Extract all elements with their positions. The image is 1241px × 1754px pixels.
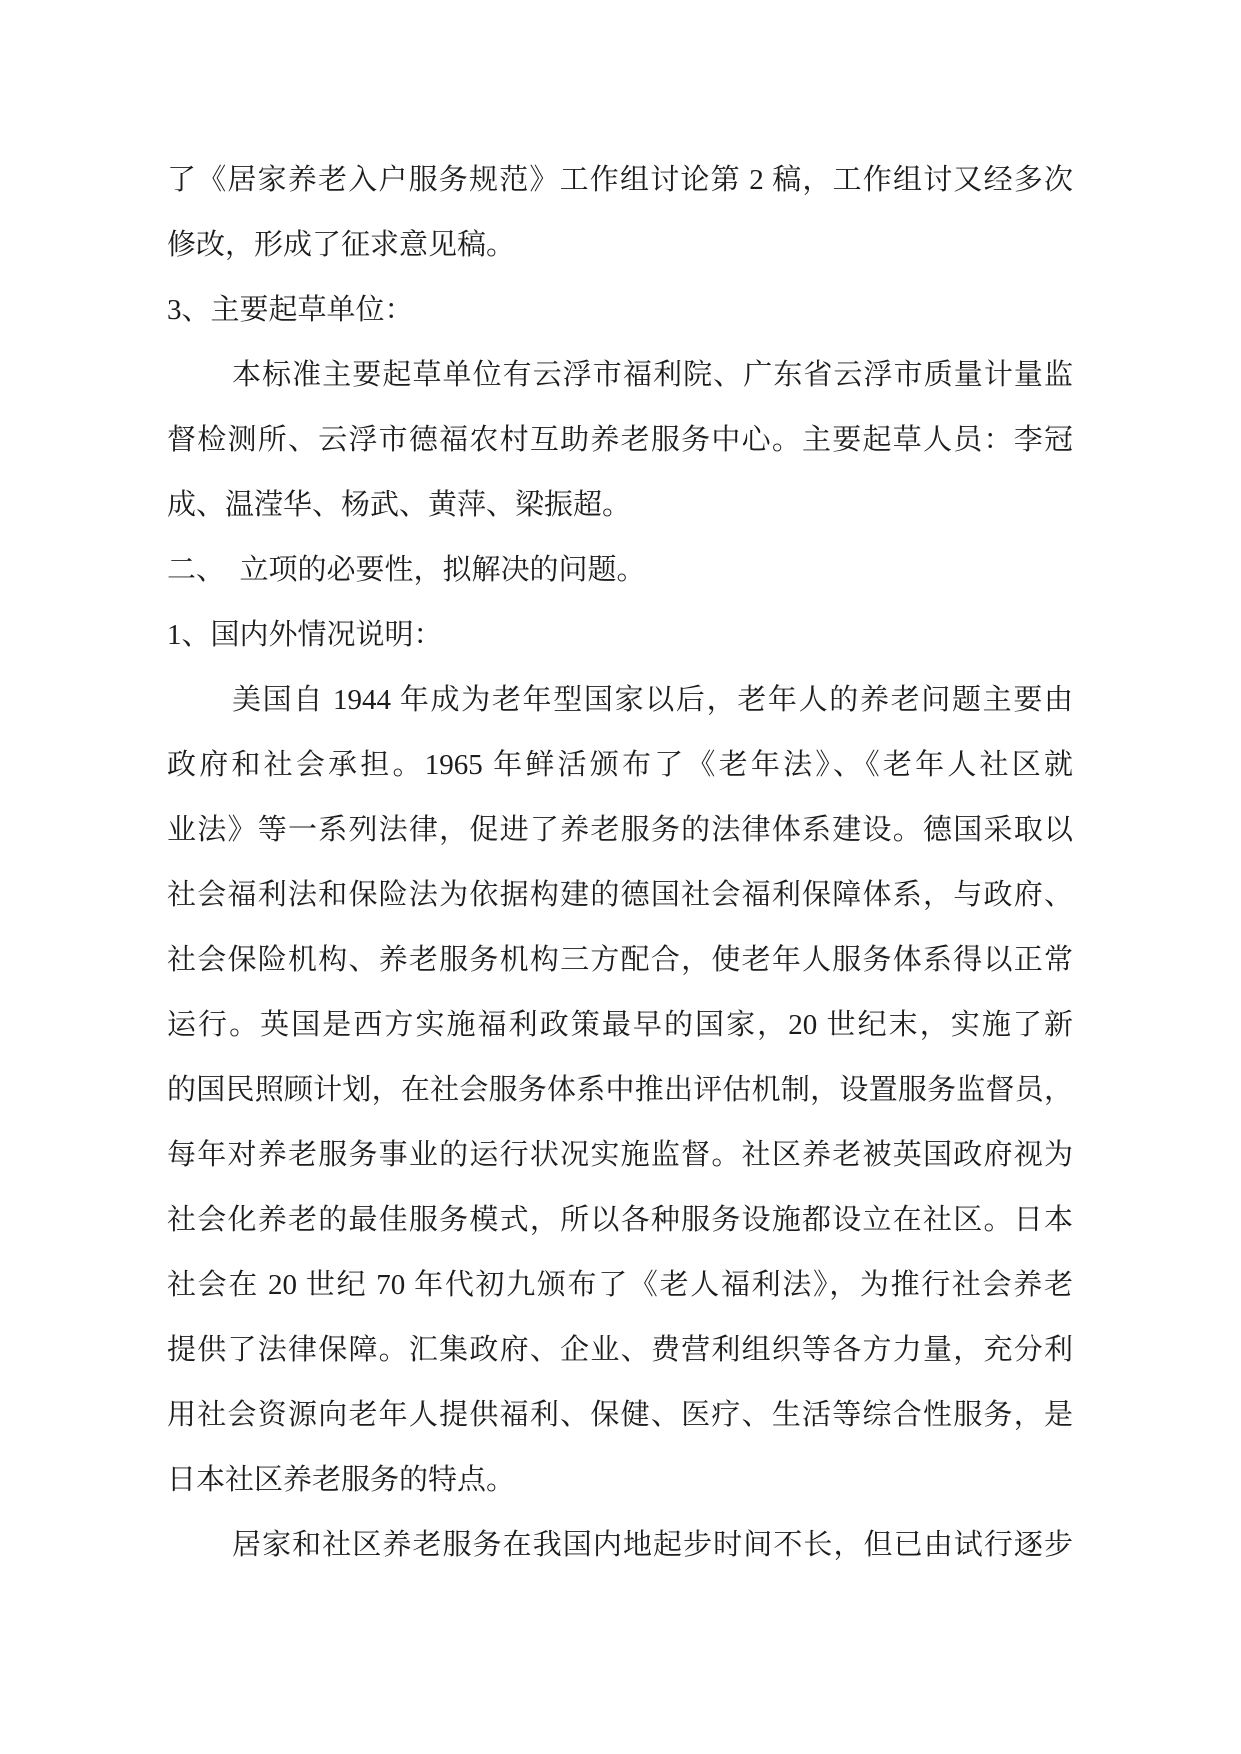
document-body xyxy=(167,148,1073,1578)
text-line: 成、温滢华、杨武、黄萍、梁振超。 xyxy=(167,489,632,521)
text-line: 每年对养老服务事业的运行状况实施监督。社区养老被英国政府视为 xyxy=(167,1139,1073,1171)
text-line: 社会保险机构、养老服务机构三方配合，使老年人服务体系得以正常 xyxy=(167,944,1073,976)
text-line: 3、主要起草单位： xyxy=(167,294,414,326)
text-line: 日本社区养老服务的特点。 xyxy=(167,1464,516,1496)
text-line: 用社会资源向老年人提供福利、保健、医疗、生活等综合性服务，是 xyxy=(167,1399,1073,1431)
text-line: 社会在 20 世纪 70 年代初九颁布了《老人福利法》，为推行社会养老 xyxy=(167,1269,1073,1301)
text-line: 二、 立项的必要性，拟解决的问题。 xyxy=(167,554,646,586)
text-line: 本标准主要起草单位有云浮市福利院、广东省云浮市质量计量监 xyxy=(232,359,1073,391)
text-line: 运行。英国是西方实施福利政策最早的国家，20 世纪末，实施了新 xyxy=(167,1009,1073,1041)
text-line: 业法》等一系列法律，促进了养老服务的法律体系建设。德国采取以 xyxy=(167,814,1073,846)
text-line: 美国自 1944 年成为老年型国家以后，老年人的养老问题主要由 xyxy=(232,684,1073,716)
text-line: 1、国内外情况说明： xyxy=(167,619,443,651)
text-line: 了《居家养老入户服务规范》工作组讨论第 2 稿，工作组讨又经多次 xyxy=(167,164,1073,196)
text-line: 的国民照顾计划，在社会服务体系中推出评估机制，设置服务监督员， xyxy=(167,1074,1073,1106)
text-line: 社会福利法和保险法为依据构建的德国社会福利保障体系，与政府、 xyxy=(167,879,1073,911)
text-line: 社会化养老的最佳服务模式，所以各种服务设施都设立在社区。日本 xyxy=(167,1204,1073,1236)
text-line: 提供了法律保障。汇集政府、企业、费营利组织等各方力量，充分利 xyxy=(167,1334,1073,1366)
text-line: 督检测所、云浮市德福农村互助养老服务中心。主要起草人员：李冠 xyxy=(167,424,1073,456)
text-line: 政府和社会承担。1965 年鲜活颁布了《老年法》、《老年人社区就 xyxy=(167,749,1073,781)
text-line: 修改，形成了征求意见稿。 xyxy=(167,229,516,261)
text-line: 居家和社区养老服务在我国内地起步时间不长，但已由试行逐步 xyxy=(232,1529,1073,1561)
